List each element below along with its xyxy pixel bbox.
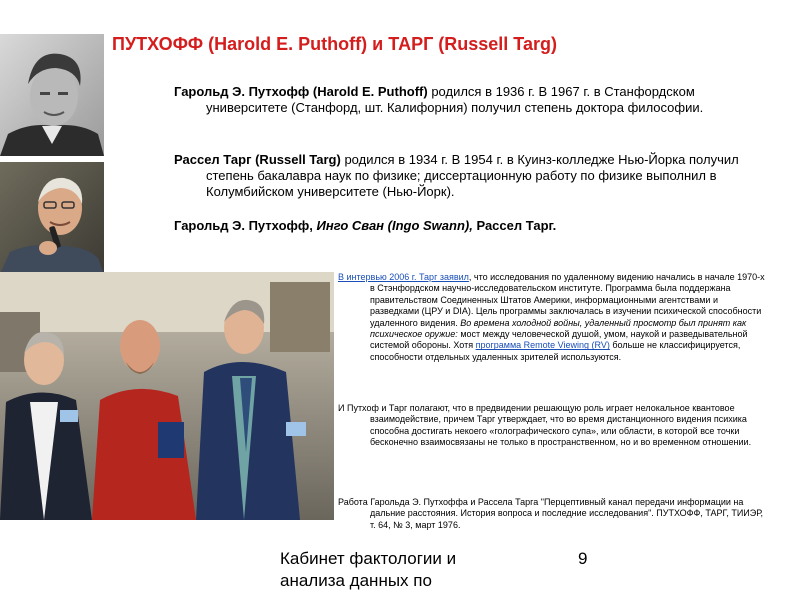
caption-targ: Рассел Тарг. (472, 218, 557, 233)
quantum-text: И Путхоф и Тарг полагают, что в предвидении решающую роль играет нелокальное квантовое взаимодействие, причем Тарг утверждает, что во время дистанционного видения психика способна достигать некоего «голографического супа», или области, в которой все точки бесконечно взаимосвязаны не только в пространственном, но и во временном отношении. (338, 403, 752, 448)
reference-text: Работа Гарольда Э. Путхоффа и Рассела Тарга "Перцептивный канал передачи информации на дальние расстояния. История вопроса и последние исследования". ПУТХОФФ, ТАРГ, ТИИЭР, т. 64, № 3, март 1976. (338, 497, 764, 530)
slide-footer: Кабинет фактологии и анализа данных по (280, 549, 457, 590)
group-photo-puthoff-swann-targ (0, 272, 334, 520)
targ-portrait-photo (0, 162, 104, 274)
photo-caption (174, 218, 774, 234)
interview-text-3: больше не классифицируется, способности отдельных удаленных зрителей используются. (370, 340, 741, 362)
targ-bio (174, 152, 774, 200)
targ-name: Рассел Тарг (Russell Targ) (174, 152, 341, 167)
puthoff-name: Гарольд Э. Путхофф (Harold E. Puthoff) (174, 84, 428, 99)
interview-paragraph (338, 272, 768, 363)
interview-link[interactable]: В интервью 2006 г. Тарг заявил (338, 272, 469, 282)
interview-italic: Во времена холодной войны, удаленный просмотр был принят как психическое оружие: (370, 317, 747, 340)
slide-title: ПУТХОФФ (Harold E. Puthoff) и ТАРГ (Russell Targ) (112, 34, 557, 54)
targ-bio-text: родился в 1934 г. В 1954 г. в Куинз-колледже Нью-Йорка получил степень бакалавра наук по физике; диссертационную работу по физике выполнил в Колумбийском университете (Нью-Йорк). (206, 152, 739, 199)
quantum-paragraph (338, 403, 768, 449)
page-number: 9 (578, 549, 588, 568)
puthoff-bio-text: родился в 1936 г. В 1967 г. в Станфордском университете (Станфорд, шт. Калифорния) получил степень доктора философии. (206, 84, 704, 115)
interview-text-1: , что исследования по удаленному видению начались в начале 1970-х в Стэнфордском научно-исследовательском институте. Программа была поддержана правительством Соединенных Штатов Америки, информационными агентствами и разведками (ЦРУ и DIA). Цель программы заключалась в изучении психической способности удаленного видения. (370, 272, 765, 328)
puthoff-portrait-photo (0, 34, 104, 156)
interview-text-2: мост между человеческой душой, умом, наукой и разведывательной системой обороны. Хотя (370, 329, 748, 351)
remote-viewing-link[interactable]: программа Remote Viewing (RV) (475, 340, 610, 351)
reference-paragraph (338, 497, 768, 531)
caption-swann: Инго Сван (Ingo Swann), (316, 218, 473, 233)
caption-puthoff: Гарольд Э. Путхофф, (174, 218, 317, 233)
puthoff-bio (174, 84, 774, 116)
